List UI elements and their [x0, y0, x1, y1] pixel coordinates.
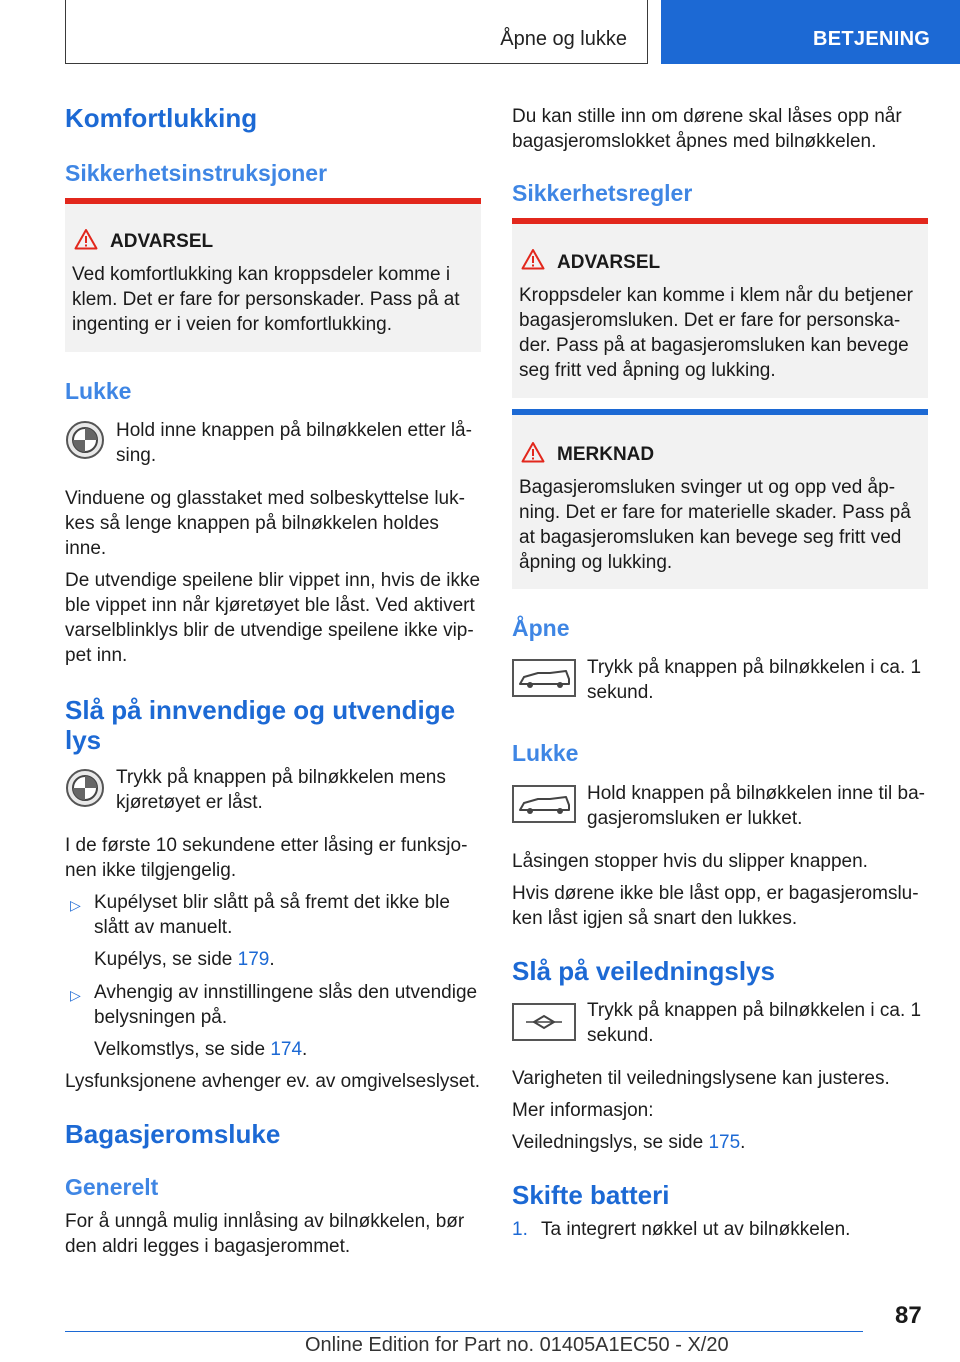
warning-body: Ved komfortlukking kan kroppsdeler komme i klem. Det er fare for personskader. Pass på at ingenting er i veien for komfortlukking. — [72, 264, 460, 335]
page-number: 87 — [895, 1302, 922, 1329]
ref-veiledningslys: Veiledningslys, se side 175. — [512, 1132, 746, 1153]
bullet-marker: ▷ — [70, 987, 81, 1003]
heading-bagasjeromsluke: Bagasjeromsluke — [65, 1119, 281, 1149]
warning-title: ADVARSEL — [557, 252, 661, 273]
step-1: Ta integrert nøkkel ut av bilnøkkelen. — [541, 1219, 851, 1240]
chapter-tab — [661, 0, 960, 64]
link-page-175[interactable]: 175 — [708, 1132, 741, 1153]
lukke-instruction-right: Hold knappen på bilnøkkelen inne til bagasjeromsluken er lukket. — [587, 783, 925, 829]
footer-divider — [65, 1331, 863, 1332]
heading-veiledningslys: Slå på veiledningslys — [512, 956, 775, 986]
bmw-key-button-icon — [65, 420, 105, 460]
header-frame — [65, 0, 648, 64]
bullet-kupelys: Kupélyset blir slått på så fremt det ikke ble slått av manuelt. — [94, 892, 450, 938]
heading-generelt: Generelt — [65, 1174, 159, 1200]
notice-title: MERKNAD — [557, 444, 655, 465]
warning-body: Kroppsdeler kan komme i klem når du betjener bagasjeromsluken. Det er fare for personskader. Pass på at bagasjeromsluken kan bevege seg fritt ved åpning og lukking. — [519, 285, 913, 381]
paragraph-speil: De utvendige speilene blir vippet inn, hvis de ikke ble vippet inn når kjøretøyet ble låst. Ved aktivert varselblinklys blir de utvendige speilene ikke vippet inn. — [65, 570, 481, 666]
paragraph-vinduer: Vinduene og glasstaket med solbeskyttelse lukkes så lenge knappen på bilnøkkelen holdes inne. — [65, 488, 465, 559]
link-page-179[interactable]: 179 — [237, 949, 270, 970]
warning-triangle-icon — [521, 441, 545, 463]
heading-sikkerhetsinstruksjoner: Sikkerhetsinstruksjoner — [65, 160, 328, 186]
heading-apne: Åpne — [512, 615, 570, 641]
trunk-car-icon — [512, 785, 576, 823]
veiled-instruction: Trykk på knappen på bilnøkkelen i ca. 1 sekund. — [587, 1000, 922, 1046]
section-title: Åpne og lukke — [500, 28, 627, 50]
paragraph-innlasing: For å unngå mulig innlåsing av bilnøkkelen, bør den aldri legges i bagasjerommet. — [65, 1211, 465, 1257]
notice-box-bagasje — [512, 409, 928, 589]
paragraph-funksjon: I de første 10 sekundene etter låsing er funksjonen ikke tilgjengelig. — [65, 835, 468, 881]
paragraph-lasing: Låsingen stopper hvis du slipper knappen. — [512, 851, 868, 872]
warning-box-komfort — [65, 198, 481, 352]
bullet-belysning: Avhengig av innstillingene slås den utvendige belysningen på. — [94, 982, 478, 1028]
bullet-marker: ▷ — [70, 897, 81, 913]
heading-lukke-right: Lukke — [512, 740, 579, 766]
heading-skifte-batteri: Skifte batteri — [512, 1180, 670, 1210]
link-page-174[interactable]: 174 — [270, 1039, 303, 1060]
paragraph-varighet: Varigheten til veiledningslysene kan justeres. — [512, 1068, 890, 1089]
paragraph-dorer: Du kan stille inn om dørene skal låses opp når bagasjeromslokket åpnes med bilnøkkelen. — [512, 106, 902, 152]
ref-velkomstlys: Velkomstlys, se side 174. — [94, 1039, 308, 1060]
step-number: 1. — [512, 1219, 528, 1240]
paragraph-dorer-last: Hvis dørene ikke ble låst opp, er bagasjeromsluken låst igjen så snart den lukkes. — [512, 883, 919, 929]
notice-body: Bagasjeromsluken svinger ut og opp ved åpning. Det er fare for materielle skader. Pass på at bagasjeromsluken kan bevege seg fritt ved åpning og lukking. — [519, 477, 911, 573]
bmw-key-button-icon — [65, 768, 105, 808]
warning-triangle-icon — [521, 248, 545, 270]
paragraph-mer-info: Mer informasjon: — [512, 1100, 654, 1121]
warning-box-bagasje — [512, 218, 928, 398]
warning-title: ADVARSEL — [110, 231, 214, 252]
apne-instruction: Trykk på knappen på bilnøkkelen i ca. 1 sekund. — [587, 657, 922, 703]
lys-instruction: Trykk på knappen på bilnøkkelen mens kjøretøyet er låst. — [116, 767, 446, 813]
heading-lukke: Lukke — [65, 378, 132, 404]
paragraph-lysfunksjoner: Lysfunksjonene avhenger ev. av omgivelseslyset. — [65, 1071, 481, 1092]
heading-lys: Slå på innvendige og utvendige lys — [65, 695, 456, 755]
unlock-arrow-icon — [512, 1003, 576, 1041]
warning-triangle-icon — [74, 228, 98, 250]
trunk-car-icon — [512, 659, 576, 697]
heading-komfortlukking: Komfortlukking — [65, 103, 258, 133]
heading-sikkerhetsregler: Sikkerhetsregler — [512, 180, 693, 206]
lukke-instruction: Hold inne knappen på bilnøkkelen etter låsing. — [116, 420, 472, 466]
chapter-title: BETJENING — [813, 28, 931, 50]
footer-edition: Online Edition for Part no. 01405A1EC50 - X/20 — [305, 1334, 729, 1356]
ref-kupelys: Kupélys, se side 179. — [94, 949, 275, 970]
